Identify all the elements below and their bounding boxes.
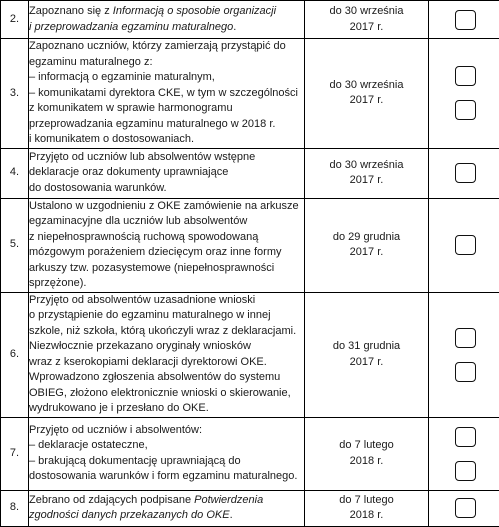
description-line [29,469,304,485]
text: Przyjęto od absolwentów uzasadnione wnioski [29,294,255,306]
checkbox[interactable] [455,498,476,518]
italic-text: Informacją o sposobie organizacji [113,5,276,17]
description-line [29,150,304,166]
task-description [29,1,305,39]
description-line [29,101,304,117]
deadline-line: 2018 r. [305,454,428,470]
table-row [1,1,499,39]
description-line [29,55,304,71]
text: Ustalono w uzgodnieniu z OKE zamówienie na arkusze [29,200,299,212]
deadline-line: 2017 r. [305,245,428,261]
description-line [29,293,304,309]
description-line [29,438,304,454]
description-line [29,401,304,417]
row-number: 7. [1,417,29,490]
checkbox-cell [429,1,499,39]
checkbox[interactable] [455,163,476,183]
text: Niezwłocznie przekazano oryginały wniosków [29,340,251,352]
row-number: 4. [1,148,29,198]
text: sprzężone). [29,277,86,289]
deadline-line: 2018 r. [305,508,428,524]
text: Zapoznano uczniów, którzy zamierzają przystąpić do [29,40,286,52]
description-line [29,39,304,55]
text: i komunikatem o dostosowaniach. [29,133,194,145]
task-description [29,198,305,292]
description-line [29,386,304,402]
deadline [305,198,429,292]
text: Wprowadzono zgłoszenia absolwentów do systemu [29,371,280,383]
table-row [1,148,499,198]
table-row [1,292,499,417]
italic-text: Potwierdzenia [194,494,263,506]
row-number: 3. [1,39,29,149]
deadline-line: do 7 lutego [305,438,428,454]
table-row [1,39,499,149]
table-row [1,198,499,292]
deadline-line: do 29 grudnia [305,230,428,246]
checklist-rows [1,1,499,527]
deadline [305,1,429,39]
italic-text: zgodności danych przekazanych do OKE [29,509,230,521]
task-description [29,292,305,417]
description-line [29,308,304,324]
deadline-line: do 30 września [305,78,428,94]
text: OBIEG, złożono elektronicznie wnioski o skierowanie, [29,387,291,399]
checkbox[interactable] [455,427,476,447]
description-line [29,493,304,509]
text: wraz z kserokopiami deklaracji dyrektorowi OKE. [29,356,267,368]
text: szkole, niż szkoła, którą ukończyli wraz z deklaracjami. [29,325,296,337]
description-line [29,4,304,20]
description-line [29,214,304,230]
text: Zebrano od zdających podpisane [29,494,194,506]
text: . [233,21,236,33]
table-row [1,490,499,526]
deadline-line: do 7 lutego [305,493,428,509]
deadline [305,490,429,526]
task-description [29,39,305,149]
description-line [29,199,304,215]
description-line [29,165,304,181]
text: arkuszy tzw. pozasystemowe (niepełnosprawności [29,262,274,274]
deadline-line: do 30 września [305,158,428,174]
text: do dostosowania warunków. [29,182,167,194]
text: przeprowadzania egzaminu maturalnego w 2018 r. [29,118,275,130]
deadline-line: 2017 r. [305,173,428,189]
deadline-line: 2017 r. [305,20,428,36]
checkbox[interactable] [455,461,476,481]
row-number: 5. [1,198,29,292]
table-row [1,417,499,490]
description-line [29,339,304,355]
deadline [305,148,429,198]
text: o przystąpienie do egzaminu maturalnego w innej [29,309,271,321]
text: . [230,509,233,521]
deadline-line: 2017 r. [305,355,428,371]
description-line [29,324,304,340]
task-description [29,490,305,526]
description-line [29,20,304,36]
description-line [29,245,304,261]
italic-text: i przeprowadzania egzaminu maturalnego [29,21,233,33]
description-line [29,276,304,292]
checkbox-cell [429,198,499,292]
description-line [29,355,304,371]
deadline-line: do 31 grudnia [305,339,428,355]
checkbox[interactable] [455,100,476,120]
description-line [29,230,304,246]
checkbox-cell [429,148,499,198]
checkbox[interactable] [455,235,476,255]
description-line [29,117,304,133]
row-number: 6. [1,292,29,417]
deadline-line: 2017 r. [305,93,428,109]
description-line [29,70,304,86]
checkbox[interactable] [455,328,476,348]
checkbox-cell [429,39,499,149]
text: – komunikatami dyrektora CKE, w tym w szczególności [29,87,298,99]
text: z niepełnosprawnością ruchową spowodowaną [29,231,258,243]
description-line [29,132,304,148]
text: egzaminu maturalnego z: [29,56,153,68]
description-line [29,454,304,470]
text: – brakującą dokumentację uprawniającą do [29,455,241,467]
row-number: 2. [1,1,29,39]
text: – informacją o egzaminie maturalnym, [29,71,215,83]
description-line [29,181,304,197]
text: deklaracje oraz dokumenty uprawniające [29,166,228,178]
checkbox-cell [429,292,499,417]
text: dostosowania warunków i form egzaminu maturalnego. [29,470,297,482]
checkbox-cell [429,490,499,526]
description-line [29,423,304,439]
text: wydrukowano je i przesłano do OKE. [29,402,209,414]
description-line [29,370,304,386]
checkbox[interactable] [455,10,476,30]
description-line [29,86,304,102]
checkbox[interactable] [455,362,476,382]
checkbox[interactable] [455,66,476,86]
deadline-line: do 30 września [305,4,428,20]
checkbox-cell [429,417,499,490]
text: Zapoznano się z [29,5,113,17]
task-description [29,417,305,490]
text: egzaminacyjne dla uczniów lub absolwentów [29,215,247,227]
task-description [29,148,305,198]
text: Przyjęto od uczniów lub absolwentów wstępne [29,151,255,163]
text: z komunikatem w sprawie harmonogramu [29,102,233,114]
row-number: 8. [1,490,29,526]
description-line [29,261,304,277]
text: Przyjęto od uczniów i absolwentów: [29,424,202,436]
deadline [305,292,429,417]
text: mózgowym porażeniem dziecięcym oraz inne formy [29,246,281,258]
text: – deklaracje ostateczne, [29,439,148,451]
deadline [305,417,429,490]
deadline [305,39,429,149]
